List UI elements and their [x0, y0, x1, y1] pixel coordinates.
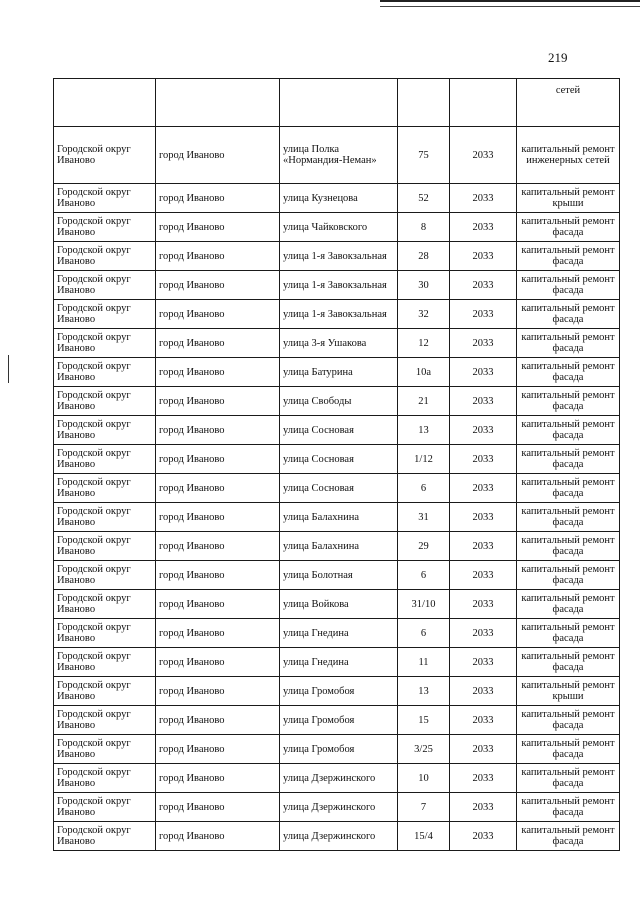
- cell-municipality: Городской округ Иваново: [54, 127, 156, 184]
- table-row: [54, 358, 620, 387]
- table-row: [54, 474, 620, 503]
- cell-city: город Иваново: [156, 300, 280, 329]
- cell-street: улица Гнедина: [280, 619, 398, 648]
- cell-municipality: Городской округ Иваново: [54, 532, 156, 561]
- cell-house-number: 29: [398, 532, 450, 561]
- cell-work-type: капитальный ремонт фасада: [517, 532, 620, 561]
- table-row: [54, 561, 620, 590]
- cell-municipality: Городской округ Иваново: [54, 242, 156, 271]
- cell-city: город Иваново: [156, 127, 280, 184]
- cell-house-number: 7: [398, 793, 450, 822]
- cell-city: город Иваново: [156, 445, 280, 474]
- cell-municipality: Городской округ Иваново: [54, 648, 156, 677]
- cell-street: улица Батурина: [280, 358, 398, 387]
- cell-house-number: 6: [398, 619, 450, 648]
- table-row: [54, 735, 620, 764]
- table-row: [54, 532, 620, 561]
- cell-work-type: капитальный ремонт фасада: [517, 474, 620, 503]
- table-row: [54, 184, 620, 213]
- cell-street: улица Войкова: [280, 590, 398, 619]
- cell-street: улица 1-я Завокзальная: [280, 271, 398, 300]
- cell-municipality: Городской округ Иваново: [54, 735, 156, 764]
- cell-work-type: капитальный ремонт фасада: [517, 445, 620, 474]
- cell-work-type: капитальный ремонт фасада: [517, 387, 620, 416]
- cell-work-type: капитальный ремонт фасада: [517, 300, 620, 329]
- cell-house-number: 28: [398, 242, 450, 271]
- cell-city: город Иваново: [156, 329, 280, 358]
- cell-house-number: 21: [398, 387, 450, 416]
- cell-city: город Иваново: [156, 764, 280, 793]
- cell-work-type: капитальный ремонт фасада: [517, 619, 620, 648]
- cell-city: город Иваново: [156, 184, 280, 213]
- cell-city: город Иваново: [156, 271, 280, 300]
- cell-municipality: Городской округ Иваново: [54, 677, 156, 706]
- cell-house-number: [398, 79, 450, 127]
- cell-municipality: Городской округ Иваново: [54, 474, 156, 503]
- cell-house-number: 32: [398, 300, 450, 329]
- cell-house-number: 31: [398, 503, 450, 532]
- table-row: [54, 822, 620, 851]
- cell-municipality: Городской округ Иваново: [54, 822, 156, 851]
- housing-repair-table: [53, 78, 620, 851]
- cell-municipality: Городской округ Иваново: [54, 445, 156, 474]
- cell-house-number: 75: [398, 127, 450, 184]
- cell-work-type: капитальный ремонт инженерных сетей: [517, 127, 620, 184]
- table-row: [54, 242, 620, 271]
- cell-house-number: 1/12: [398, 445, 450, 474]
- cell-municipality: Городской округ Иваново: [54, 793, 156, 822]
- table-row: [54, 619, 620, 648]
- cell-municipality: Городской округ Иваново: [54, 503, 156, 532]
- cell-street: улица Балахнина: [280, 503, 398, 532]
- cell-municipality: Городской округ Иваново: [54, 590, 156, 619]
- cell-year: 2033: [450, 619, 517, 648]
- cell-municipality: Городской округ Иваново: [54, 561, 156, 590]
- cell-street: улица Полка «Нормандия-Неман»: [280, 127, 398, 184]
- table-row: [54, 213, 620, 242]
- cell-house-number: 12: [398, 329, 450, 358]
- cell-work-type: капитальный ремонт крыши: [517, 184, 620, 213]
- cell-year: [450, 79, 517, 127]
- cell-year: 2033: [450, 764, 517, 793]
- cell-city: город Иваново: [156, 619, 280, 648]
- table-row-continuation: [54, 79, 620, 127]
- cell-house-number: 13: [398, 416, 450, 445]
- cell-house-number: 6: [398, 474, 450, 503]
- table-row: [54, 590, 620, 619]
- cell-city: город Иваново: [156, 735, 280, 764]
- table-row: [54, 503, 620, 532]
- table-body: [54, 79, 620, 851]
- cell-city: город Иваново: [156, 590, 280, 619]
- cell-city: город Иваново: [156, 822, 280, 851]
- cell-work-type: капитальный ремонт фасада: [517, 358, 620, 387]
- table-row: [54, 300, 620, 329]
- cell-house-number: 6: [398, 561, 450, 590]
- cell-city: город Иваново: [156, 503, 280, 532]
- cell-work-type: капитальный ремонт фасада: [517, 822, 620, 851]
- cell-street: улица Свободы: [280, 387, 398, 416]
- cell-street: улица Кузнецова: [280, 184, 398, 213]
- cell-work-type: капитальный ремонт крыши: [517, 677, 620, 706]
- table-row: [54, 127, 620, 184]
- cell-municipality: Городской округ Иваново: [54, 764, 156, 793]
- cell-work-type: сетей: [517, 79, 620, 127]
- cell-house-number: 10а: [398, 358, 450, 387]
- cell-street: улица Дзержинского: [280, 764, 398, 793]
- cell-year: 2033: [450, 271, 517, 300]
- cell-city: город Иваново: [156, 677, 280, 706]
- cell-municipality: Городской округ Иваново: [54, 706, 156, 735]
- cell-municipality: Городской округ Иваново: [54, 300, 156, 329]
- cell-street: улица 1-я Завокзальная: [280, 300, 398, 329]
- cell-year: 2033: [450, 561, 517, 590]
- cell-work-type: капитальный ремонт фасада: [517, 735, 620, 764]
- cell-work-type: капитальный ремонт фасада: [517, 561, 620, 590]
- cell-house-number: 30: [398, 271, 450, 300]
- cell-municipality: Городской округ Иваново: [54, 358, 156, 387]
- cell-street: улица Сосновая: [280, 416, 398, 445]
- cell-street: улица Балахнина: [280, 532, 398, 561]
- cell-municipality: Городской округ Иваново: [54, 387, 156, 416]
- table-row: [54, 677, 620, 706]
- cell-street: [280, 79, 398, 127]
- cell-city: город Иваново: [156, 706, 280, 735]
- cell-house-number: 11: [398, 648, 450, 677]
- cell-municipality: Городской округ Иваново: [54, 619, 156, 648]
- cell-city: город Иваново: [156, 416, 280, 445]
- table-row: [54, 271, 620, 300]
- cell-year: 2033: [450, 735, 517, 764]
- cell-street: улица Громобоя: [280, 706, 398, 735]
- cell-house-number: 3/25: [398, 735, 450, 764]
- cell-street: улица Сосновая: [280, 474, 398, 503]
- cell-work-type: капитальный ремонт фасада: [517, 329, 620, 358]
- cell-street: улица Дзержинского: [280, 793, 398, 822]
- cell-city: город Иваново: [156, 358, 280, 387]
- cell-work-type: капитальный ремонт фасада: [517, 213, 620, 242]
- cell-street: улица Громобоя: [280, 735, 398, 764]
- cell-municipality: Городской округ Иваново: [54, 416, 156, 445]
- cell-year: 2033: [450, 213, 517, 242]
- cell-house-number: 31/10: [398, 590, 450, 619]
- cell-municipality: Городской округ Иваново: [54, 184, 156, 213]
- cell-street: улица Болотная: [280, 561, 398, 590]
- cell-year: 2033: [450, 648, 517, 677]
- cell-year: 2033: [450, 358, 517, 387]
- cell-city: город Иваново: [156, 561, 280, 590]
- cell-year: 2033: [450, 184, 517, 213]
- cell-house-number: 15: [398, 706, 450, 735]
- cell-city: [156, 79, 280, 127]
- cell-city: город Иваново: [156, 793, 280, 822]
- cell-street: улица Гнедина: [280, 648, 398, 677]
- cell-house-number: 52: [398, 184, 450, 213]
- cell-year: 2033: [450, 590, 517, 619]
- cell-municipality: Городской округ Иваново: [54, 329, 156, 358]
- cell-year: 2033: [450, 532, 517, 561]
- cell-work-type: капитальный ремонт фасада: [517, 764, 620, 793]
- top-rule: [380, 0, 640, 7]
- cell-work-type: капитальный ремонт фасада: [517, 271, 620, 300]
- cell-year: 2033: [450, 503, 517, 532]
- cell-work-type: капитальный ремонт фасада: [517, 503, 620, 532]
- cell-year: 2033: [450, 706, 517, 735]
- table-row: [54, 416, 620, 445]
- cell-year: 2033: [450, 416, 517, 445]
- cell-municipality: Городской округ Иваново: [54, 271, 156, 300]
- cell-house-number: 15/4: [398, 822, 450, 851]
- cell-work-type: капитальный ремонт фасада: [517, 648, 620, 677]
- cell-year: 2033: [450, 793, 517, 822]
- table-row: [54, 648, 620, 677]
- cell-work-type: капитальный ремонт фасада: [517, 793, 620, 822]
- cell-year: 2033: [450, 677, 517, 706]
- cell-year: 2033: [450, 387, 517, 416]
- cell-house-number: 13: [398, 677, 450, 706]
- cell-street: улица 1-я Завокзальная: [280, 242, 398, 271]
- cell-street: улица Дзержинского: [280, 822, 398, 851]
- cell-city: город Иваново: [156, 213, 280, 242]
- cell-street: улица 3-я Ушакова: [280, 329, 398, 358]
- cell-house-number: 8: [398, 213, 450, 242]
- table-row: [54, 387, 620, 416]
- cell-street: улица Сосновая: [280, 445, 398, 474]
- cell-year: 2033: [450, 445, 517, 474]
- cell-city: город Иваново: [156, 532, 280, 561]
- page-number: 219: [548, 50, 568, 65]
- cell-year: 2033: [450, 242, 517, 271]
- cell-work-type: капитальный ремонт фасада: [517, 242, 620, 271]
- table-row: [54, 793, 620, 822]
- table-row: [54, 764, 620, 793]
- table-row: [54, 706, 620, 735]
- cell-year: 2033: [450, 474, 517, 503]
- margin-mark: [8, 355, 9, 383]
- cell-city: город Иваново: [156, 387, 280, 416]
- cell-city: город Иваново: [156, 242, 280, 271]
- cell-year: 2033: [450, 329, 517, 358]
- cell-city: город Иваново: [156, 648, 280, 677]
- cell-work-type: капитальный ремонт фасада: [517, 590, 620, 619]
- cell-street: улица Чайковского: [280, 213, 398, 242]
- cell-year: 2033: [450, 300, 517, 329]
- cell-municipality: Городской округ Иваново: [54, 213, 156, 242]
- table-row: [54, 445, 620, 474]
- cell-municipality: [54, 79, 156, 127]
- cell-street: улица Громобоя: [280, 677, 398, 706]
- cell-city: город Иваново: [156, 474, 280, 503]
- cell-year: 2033: [450, 127, 517, 184]
- table-row: [54, 329, 620, 358]
- cell-house-number: 10: [398, 764, 450, 793]
- cell-work-type: капитальный ремонт фасада: [517, 416, 620, 445]
- cell-year: 2033: [450, 822, 517, 851]
- cell-work-type: капитальный ремонт фасада: [517, 706, 620, 735]
